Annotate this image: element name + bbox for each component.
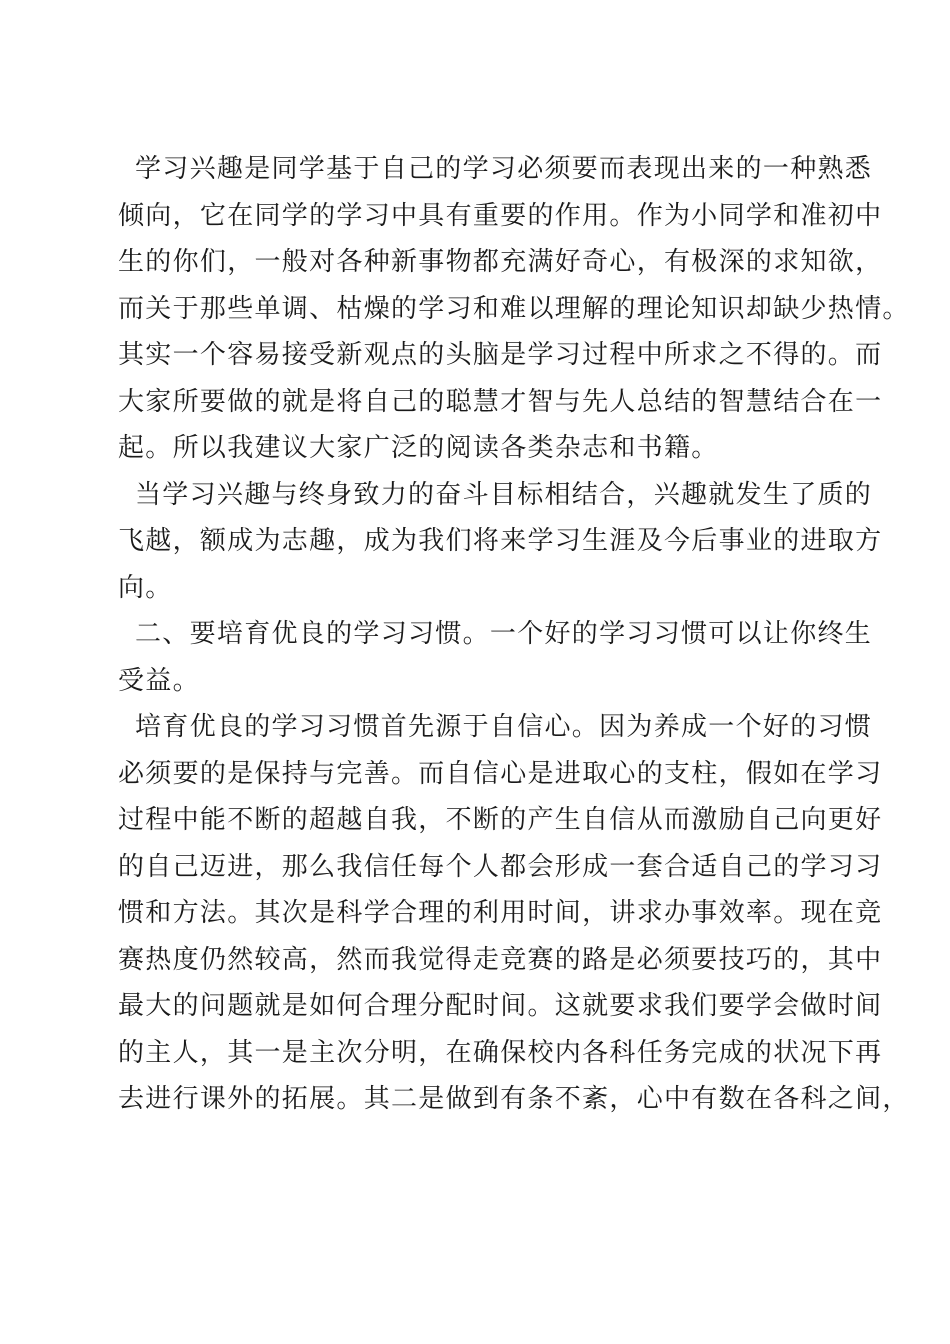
- paragraph-line: 的自己迈进，那么我信任每个人都会形成一套合适自己的学习习: [118, 851, 883, 882]
- paragraph-line: 起。所以我建议大家广泛的阅读各类杂志和书籍。: [118, 433, 719, 463]
- paragraph-line: 生的你们，一般对各种新事物都充满好奇心，有极深的求知欲，: [118, 247, 883, 277]
- section-heading-line: 受益。: [118, 665, 200, 696]
- section-heading-line: 二、要培育优良的学习习惯。一个好的学习习惯可以让你终生: [135, 619, 873, 649]
- paragraph-line: 倾向，它在同学的学习中具有重要的作用。作为小同学和准初中: [118, 200, 883, 231]
- paragraph-line: 向。: [118, 572, 173, 603]
- paragraph-line: 其实一个容易接受新观点的头脑是学习过程中所求之不得的。而: [118, 340, 883, 370]
- paragraph-line: 必须要的是保持与完善。而自信心是进取心的支柱，假如在学习: [118, 758, 883, 789]
- paragraph-line: 过程中能不断的超越自我，不断的产生自信从而激励自己向更好: [118, 805, 883, 835]
- paragraph-line: 去进行课外的拓展。其二是做到有条不紊，心中有数在各科之间，: [118, 1084, 910, 1114]
- paragraph-line: 当学习兴趣与终身致力的奋斗目标相结合，兴趣就发生了质的: [135, 479, 873, 510]
- paragraph-line: 大家所要做的就是将自己的聪慧才智与先人总结的智慧结合在一: [118, 386, 883, 417]
- paragraph-line: 学习兴趣是同学基于自己的学习必须要而表现出来的一种熟悉: [135, 154, 873, 184]
- paragraph-line: 而关于那些单调、枯燥的学习和难以理解的理论知识却缺少热情。: [118, 293, 910, 324]
- paragraph-line: 的主人，其一是主次分明，在确保校内各科任务完成的状况下再: [118, 1037, 883, 1068]
- paragraph-line: 飞越，额成为志趣，成为我们将来学习生涯及今后事业的进取方: [118, 526, 883, 556]
- paragraph-line: 培育优良的学习习惯首先源于自信心。因为养成一个好的习惯: [135, 712, 873, 742]
- paragraph-line: 赛热度仍然较高，然而我觉得走竞赛的路是必须要技巧的，其中: [118, 944, 883, 975]
- paragraph-line: 惯和方法。其次是科学合理的利用时间，讲求办事效率。现在竞: [118, 898, 883, 928]
- paragraph-line: 最大的问题就是如何合理分配时间。这就要求我们要学会做时间: [118, 991, 883, 1021]
- document-body: [118, 146, 910, 1123]
